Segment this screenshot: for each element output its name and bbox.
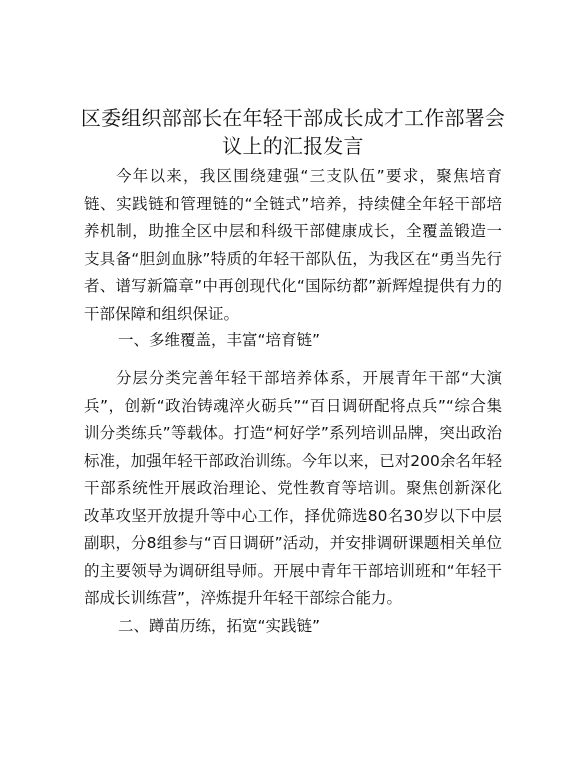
section-1-paragraph: 分层分类完善年轻干部培养体系，开展青年干部“大演兵”，创新“政治铸魂淬火砺兵”“百日调研配将点兵”“综合集训分类练兵”等载体。打造“柯好学”系列培训品牌，突出政治标准，加强年轻干部政治训练。今年以来，已对200余名年轻干部系统性开展政治理论、党性教育等培训。聚焦创新深化改革攻坚开放提升等中心工作，择优筛选80名30岁以下中层副职，分8组参与“百日调研”活动，并安排调研课题相关单位的主要领导为调研组导师。开展中青年干部培训班和“年轻干部成长训练营”，淬炼提升年轻干部综合能力。: [84, 369, 502, 607]
section-heading-1: 一、多维覆盖，丰富“培育链”: [118, 331, 321, 349]
document-title: 区委组织部部长在年轻干部成长成才工作部署会议上的汇报发言: [80, 106, 506, 158]
section-heading-2: 二、蹲苗历练，拓宽“实践链”: [118, 617, 321, 635]
intro-paragraph: 今年以来，我区围绕建强“三支队伍”要求，聚焦培育链、实践链和管理链的“全链式”培养，持续健全年轻干部培养机制，助推全区中层和科级干部健康成长，全覆盖锻造一支具备“胆剑血脉”特质的年轻干部队伍，为我区在“勇当先行者、谱写新篇章”中再创现代化“国际纺都”新辉煌提供有力的干部保障和组织保证。: [84, 167, 502, 323]
